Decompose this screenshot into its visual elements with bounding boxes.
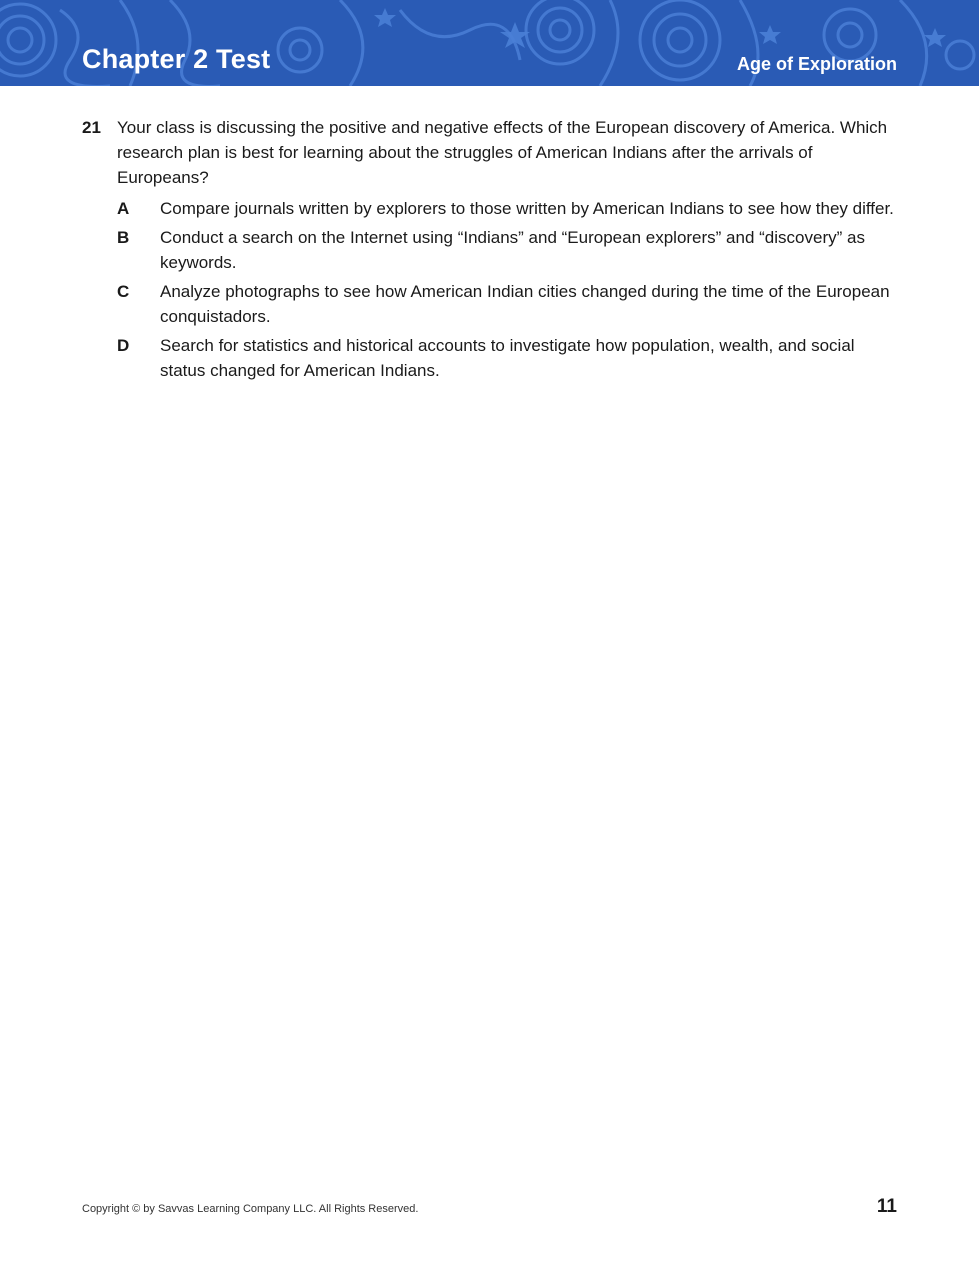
answer-option-b bbox=[117, 225, 902, 275]
option-letter: D bbox=[117, 336, 130, 355]
option-letter: C bbox=[117, 282, 130, 301]
option-text: Conduct a search on the Internet using “Indians” and “European explorers” and “discovery” as keywords. bbox=[160, 228, 865, 272]
answer-options bbox=[82, 196, 902, 383]
answer-option-d bbox=[117, 333, 902, 383]
answer-option-a bbox=[117, 196, 902, 221]
option-text: Analyze photographs to see how American Indian cities changed during the time of the European conquistadors. bbox=[160, 282, 890, 326]
answer-option-c bbox=[117, 279, 902, 329]
page-number: 11 bbox=[876, 1196, 897, 1217]
question-block bbox=[82, 115, 902, 387]
copyright-notice: Copyright © by Savvas Learning Company LLC. All Rights Reserved. bbox=[82, 1203, 419, 1215]
option-text: Search for statistics and historical accounts to investigate how population, wealth, and social status changed for American Indians. bbox=[160, 336, 855, 380]
chapter-title: Chapter 2 Test bbox=[82, 44, 271, 74]
option-letter: B bbox=[117, 228, 130, 247]
chapter-subtitle: Age of Exploration bbox=[736, 54, 897, 74]
question-stem: Your class is discussing the positive and negative effects of the European discovery of America. Which research plan is best for learning about the struggles of American Indians after the arrivals of Europeans? bbox=[117, 118, 888, 187]
question-number: 21 bbox=[82, 118, 101, 137]
option-letter: A bbox=[117, 199, 130, 218]
header-banner bbox=[0, 0, 979, 86]
option-text: Compare journals written by explorers to those written by American Indians to see how they differ. bbox=[160, 199, 894, 218]
